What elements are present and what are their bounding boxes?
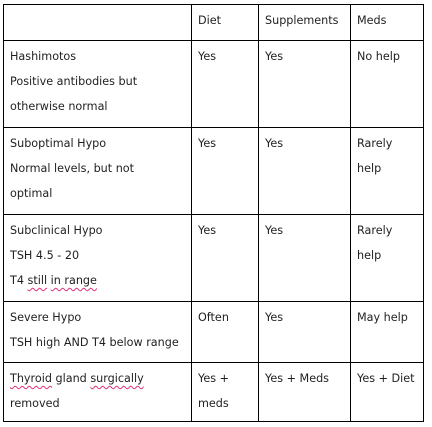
spellcheck-word: in range	[50, 274, 97, 287]
table-row-subclinical	[4, 215, 424, 302]
condition-title	[10, 366, 186, 391]
table-row-removed	[4, 363, 424, 422]
meds-cell: No help	[351, 41, 424, 128]
condition-cell	[4, 215, 192, 302]
spellcheck-word: Thyroid	[10, 372, 52, 385]
table-row-suboptimal	[4, 128, 424, 215]
diet-cell: Often	[192, 302, 259, 363]
supplements-cell: Yes	[259, 128, 351, 215]
meds-cell	[351, 215, 424, 302]
condition-title: Hashimotos	[10, 50, 77, 63]
meds-text: help	[357, 249, 382, 262]
header-cell-supplements: Supplements	[259, 5, 351, 41]
table-row-hashimotos	[4, 41, 424, 128]
header-cell-empty	[4, 5, 192, 41]
condition-title: Suboptimal Hypo	[10, 137, 107, 150]
table-row-severe	[4, 302, 424, 363]
condition-detail: otherwise normal	[10, 100, 108, 113]
condition-cell	[4, 128, 192, 215]
condition-detail: optimal	[10, 187, 53, 200]
spellcheck-word: still	[27, 274, 48, 287]
condition-title: Severe Hypo	[10, 311, 82, 324]
treatment-table	[3, 4, 424, 422]
document-page	[3, 4, 424, 422]
condition-title: Subclinical Hypo	[10, 224, 103, 237]
meds-cell	[351, 128, 424, 215]
condition-detail: Positive antibodies but	[10, 75, 138, 88]
meds-cell: Yes + Diet	[351, 363, 424, 422]
condition-detail: TSH high AND T4 below range	[10, 336, 179, 349]
diet-cell: Yes	[192, 41, 259, 128]
supplements-cell: Yes	[259, 41, 351, 128]
condition-detail	[10, 268, 186, 293]
meds-cell: May help	[351, 302, 424, 363]
spellcheck-word: surgically	[90, 372, 144, 385]
condition-detail: removed	[10, 397, 60, 410]
diet-text: meds	[198, 397, 229, 410]
header-cell-diet: Diet	[192, 5, 259, 41]
meds-text: Rarely	[357, 224, 393, 237]
condition-cell	[4, 302, 192, 363]
diet-cell: Yes	[192, 128, 259, 215]
diet-cell	[192, 363, 259, 422]
diet-cell: Yes	[192, 215, 259, 302]
supplements-cell: Yes	[259, 302, 351, 363]
supplements-cell: Yes	[259, 215, 351, 302]
condition-detail: TSH 4.5 - 20	[10, 249, 80, 262]
text-part: T4	[10, 274, 28, 287]
condition-cell	[4, 363, 192, 422]
diet-text: Yes +	[198, 372, 229, 385]
condition-cell	[4, 41, 192, 128]
supplements-cell: Yes + Meds	[259, 363, 351, 422]
text-part: gland	[51, 372, 91, 385]
meds-text: Rarely	[357, 137, 393, 150]
meds-text: help	[357, 162, 382, 175]
header-row	[4, 5, 424, 41]
condition-detail: Normal levels, but not	[10, 162, 135, 175]
header-cell-meds: Meds	[351, 5, 424, 41]
